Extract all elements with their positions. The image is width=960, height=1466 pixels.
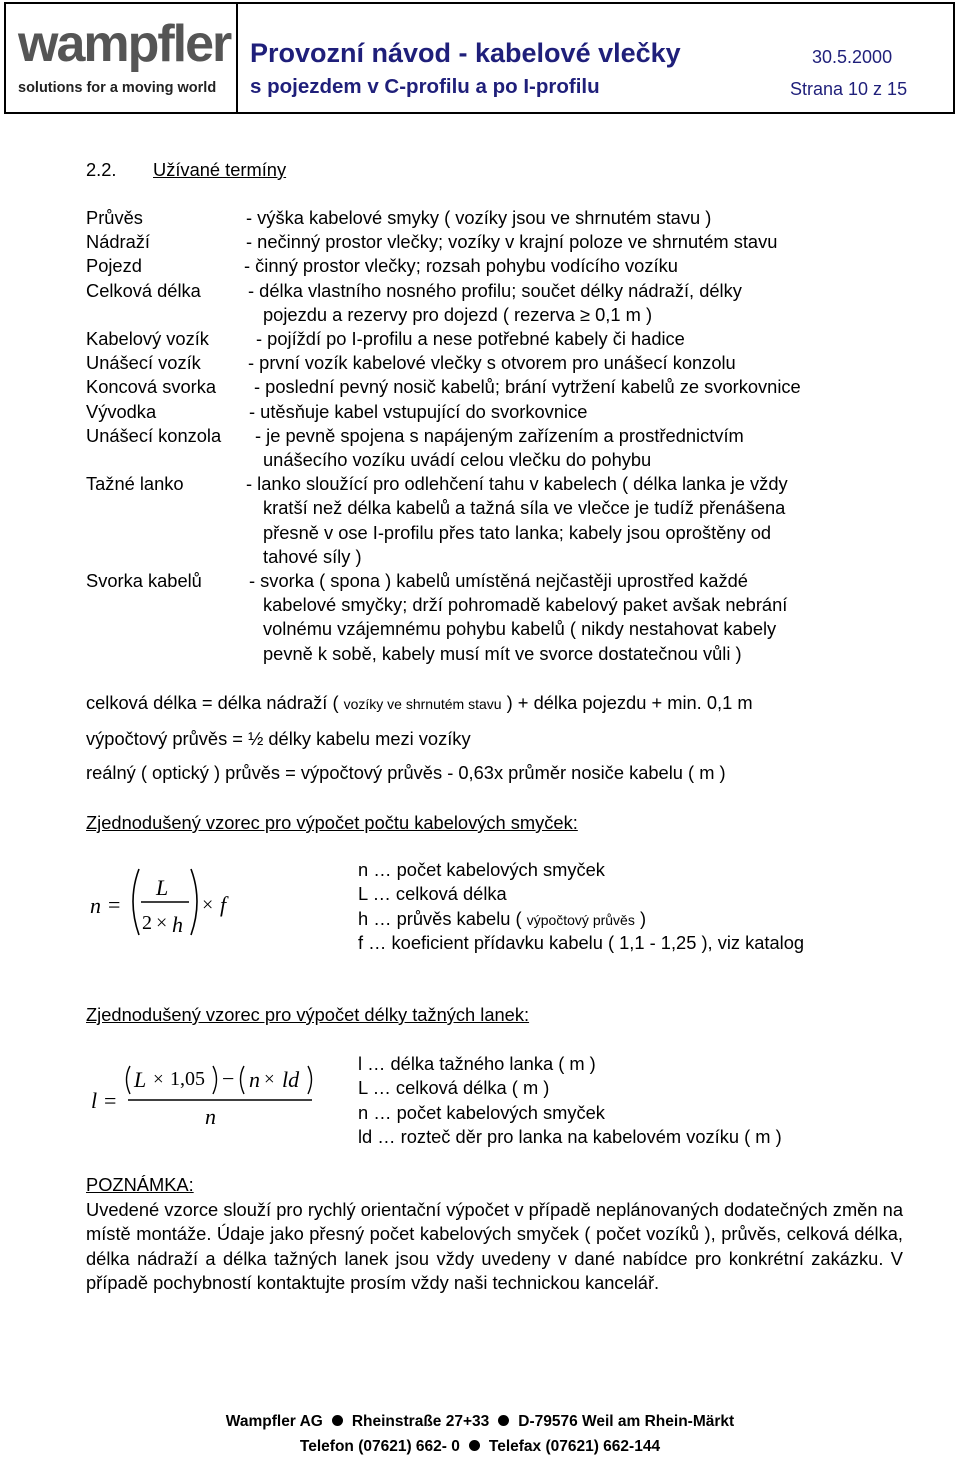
loops-equals: = bbox=[108, 892, 121, 917]
loops-den-2: 2 bbox=[142, 912, 152, 934]
term-definition-line: - je pevně spojena s napájeným zařízením a prostřednictvím bbox=[255, 424, 744, 446]
document-subtitle: s pojezdem v C-profilu a po I-profilu bbox=[250, 75, 600, 98]
footer-company: Wampfler AG bbox=[225, 1413, 323, 1430]
ropes-num-minus: − bbox=[222, 1066, 235, 1091]
term-definition-line: - svorka ( spona ) kabelů umístěná nejčastěji uprostřed každé bbox=[249, 570, 748, 591]
term-definition-line: přesně v ose I-profilu přes tato lanka; kabely jsou oproštěny od bbox=[263, 521, 772, 543]
formula-calc-sag: výpočtový průvěs = ½ délky kabelu mezi vozíky bbox=[86, 728, 471, 749]
loops-den-h: h bbox=[172, 912, 183, 937]
term-definition-line: - lanko sloužící pro odlehčení tahu v kabelech ( délka lanka je vždy bbox=[246, 473, 788, 495]
ropes-num-L: L bbox=[134, 1067, 147, 1092]
legend-note: výpočtový průvěs bbox=[526, 911, 635, 928]
ropes-formula-heading: Zjednodušený vzorec pro výpočet délky tažných lanek: bbox=[86, 1004, 530, 1025]
term-definition-line: kratší než délka kabelů a tažná síla ve vlečce je tudíž přenášena bbox=[263, 497, 786, 519]
ropes-num-ld: ld bbox=[282, 1067, 300, 1092]
term-name: Průvěs bbox=[86, 207, 143, 228]
term-name: Vývodka bbox=[86, 400, 157, 422]
term-definition-line: - poslední pevný nosič kabelů; brání vytržení kabelů ze svorkovnice bbox=[254, 376, 801, 398]
term-definition-line: - délka vlastního nosného profilu; součet délky nádraží, délky bbox=[248, 279, 742, 301]
footer-city: D-79576 Weil am Rhein-Märkt bbox=[518, 1413, 735, 1430]
term-definition-line: - první vozík kabelové vlečky s otvorem pro unášecí konzolu bbox=[248, 352, 736, 374]
term-definition-line: - činný prostor vlečky; rozsah pohybu vodícího vozíku bbox=[244, 255, 678, 277]
term-name: Pojezd bbox=[86, 255, 142, 277]
loops-den-times: × bbox=[156, 912, 168, 934]
document-date: 30.5.2000 bbox=[812, 47, 893, 67]
loops-legend-item bbox=[358, 861, 605, 879]
ropes-num-const: 1,05 bbox=[170, 1068, 205, 1090]
ropes-legend-item: L … celková délka ( m ) bbox=[358, 1077, 550, 1099]
logo-wordmark: wampfler bbox=[18, 15, 231, 73]
term-name: Unášecí vozík bbox=[86, 352, 201, 374]
bullet-icon bbox=[332, 1415, 343, 1426]
ropes-denominator: n bbox=[205, 1104, 216, 1129]
ropes-num-times-1: × bbox=[153, 1069, 164, 1090]
footer-contact bbox=[0, 1438, 960, 1456]
term-definition-line: unášecího vozíku uvádí celou vlečku do pohybu bbox=[263, 449, 652, 470]
term-name: Svorka kabelů bbox=[86, 570, 202, 591]
logo-tagline: solutions for a moving world bbox=[18, 80, 217, 96]
ropes-num-times-2: × bbox=[264, 1069, 275, 1090]
footer-street: Rheinstraße 27+33 bbox=[351, 1413, 490, 1430]
term-definition-line: tahové síly ) bbox=[263, 545, 362, 567]
term-definition-line: - výška kabelové smyky ( vozíky jsou ve shrnutém stavu ) bbox=[246, 207, 712, 228]
ropes-legend-item: l … délka tažného lanka ( m ) bbox=[358, 1053, 596, 1074]
loops-legend-item bbox=[358, 885, 507, 903]
term-definition-line: - utěsňuje kabel vstupující do svorkovnice bbox=[249, 400, 588, 422]
page-number: Strana 10 z 15 bbox=[790, 79, 908, 99]
legend-tail: ) bbox=[634, 907, 647, 929]
formula-total-length-note: vozíky ve shrnutém stavu bbox=[343, 696, 502, 712]
footer-phone: Telefon (07621) 662- 0 bbox=[299, 1438, 460, 1455]
bullet-icon bbox=[469, 1440, 480, 1451]
term-name: Kabelový vozík bbox=[86, 328, 209, 349]
company-logo bbox=[6, 4, 238, 112]
loops-legend-item bbox=[358, 907, 647, 929]
loops-formula-heading: Zjednodušený vzorec pro výpočet počtu kabelových smyček: bbox=[86, 812, 578, 833]
formula-total-length-part1: celková délka = délka nádraží ( bbox=[86, 692, 344, 713]
loops-times: × bbox=[202, 894, 214, 916]
term-definition-line: pojezdu a rezervy pro dojezd ( rezerva ≥ 0,1 m ) bbox=[263, 303, 653, 325]
note-heading: POZNÁMKA: bbox=[86, 1174, 194, 1195]
loops-factor: f bbox=[220, 892, 227, 917]
term-name: Nádraží bbox=[86, 231, 151, 253]
ropes-legend-item: n … počet kabelových smyček bbox=[358, 1101, 605, 1123]
formula-total-length-part2: ) + délka pojezdu + min. 0,1 m bbox=[501, 692, 753, 713]
term-definition-line: - nečinný prostor vlečky; vozíky v krajní poloze ve shrnutém stavu bbox=[246, 231, 778, 253]
document-title: Provozní návod - kabelové vlečky bbox=[250, 38, 681, 68]
term-definition-line: - pojíždí po I-profilu a nese potřebné kabely či hadice bbox=[256, 328, 685, 349]
footer-fax: Telefax (07621) 662-144 bbox=[488, 1438, 661, 1455]
loops-numerator: L bbox=[156, 875, 169, 900]
formula-total-length bbox=[86, 694, 753, 712]
footer-address bbox=[0, 1413, 960, 1431]
legend-text: L … celková délka bbox=[358, 883, 507, 905]
note-text: Uvedené vzorce slouží pro rychlý orientační výpočet v případě neplánovaných dodatečných změn na místě montáže. Údaje jako přesný počet kabelových smyček ( počet vozíků ), průvěs, celková délka, délka nádraží a délka tažných lanek jsou vždy uvedeny v dané nabídce pro konkrétní zakázku. V případě pochybností kontaktujte prosím vždy naši technickou kancelář. bbox=[86, 1199, 903, 1293]
term-name: Tažné lanko bbox=[86, 473, 184, 495]
ropes-equals: = bbox=[104, 1088, 117, 1113]
formula-real-sag: reálný ( optický ) průvěs = výpočtový průvěs - 0,63x průměr nosiče kabelu ( m ) bbox=[86, 762, 726, 783]
legend-text: f … koeficient přídavku kabelu ( 1,1 - 1,25 ), viz katalog bbox=[358, 931, 805, 953]
loops-legend-item bbox=[358, 931, 805, 953]
section-title: Užívané termíny bbox=[153, 159, 287, 180]
legend-text: n … počet kabelových smyček bbox=[358, 859, 605, 880]
term-name: Koncová svorka bbox=[86, 376, 217, 398]
ropes-legend-item: ld … rozteč děr pro lanka na kabelovém vozíku ( m ) bbox=[358, 1125, 782, 1147]
term-name: Celková délka bbox=[86, 279, 201, 301]
ropes-num-n: n bbox=[249, 1067, 260, 1092]
term-definition-line: volnému vzájemnému pohybu kabelů ( nikdy nestahovat kabely bbox=[263, 618, 777, 640]
legend-text: h … průvěs kabelu ( bbox=[358, 907, 527, 929]
term-definition-line: pevně k sobě, kabely musí mít ve svorce dostatečnou vůli ) bbox=[263, 642, 742, 664]
section-number: 2.2. bbox=[86, 159, 117, 180]
term-definition-line: kabelové smyčky; drží pohromadě kabelový paket avšak nebrání bbox=[263, 594, 788, 616]
term-name: Unášecí konzola bbox=[86, 424, 222, 446]
loops-lhs: n bbox=[90, 893, 101, 918]
bullet-icon bbox=[498, 1415, 509, 1426]
ropes-lhs: l bbox=[91, 1088, 98, 1113]
